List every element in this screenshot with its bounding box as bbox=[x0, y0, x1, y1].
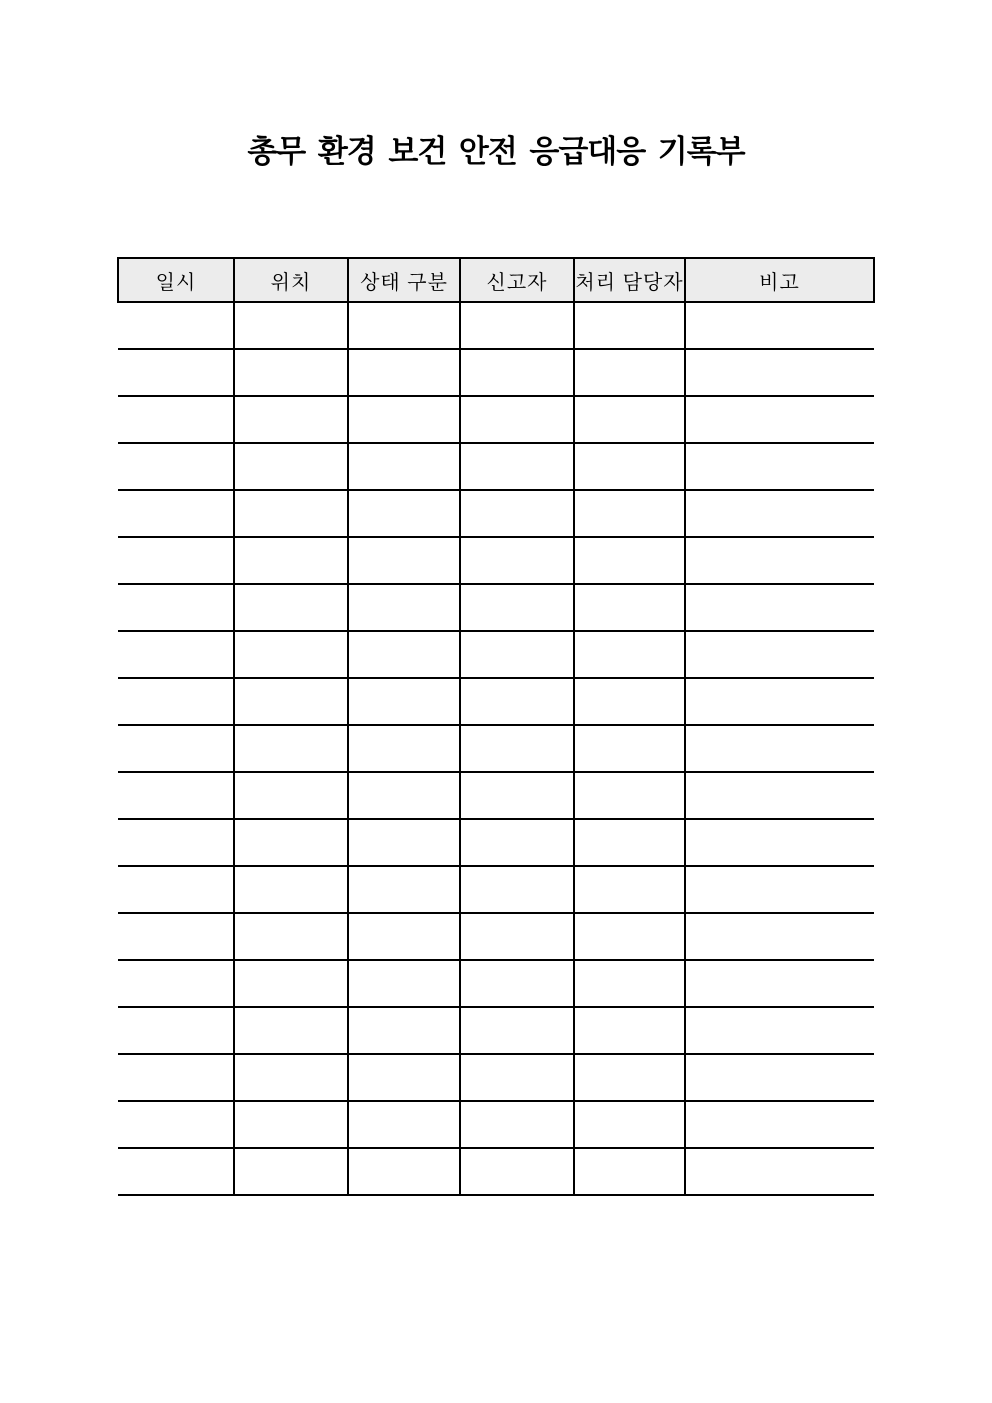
table-cell bbox=[685, 490, 874, 537]
table-cell bbox=[460, 631, 574, 678]
column-header-status-category: 상태 구분 bbox=[348, 258, 460, 302]
table-cell bbox=[348, 819, 460, 866]
table-cell bbox=[234, 443, 348, 490]
table-cell bbox=[574, 725, 685, 772]
table-cell bbox=[574, 443, 685, 490]
table-cell bbox=[234, 349, 348, 396]
table-cell bbox=[685, 772, 874, 819]
table-cell bbox=[685, 913, 874, 960]
table-row bbox=[118, 584, 874, 631]
table-cell bbox=[234, 1054, 348, 1101]
table-cell bbox=[234, 960, 348, 1007]
table-cell bbox=[118, 1148, 234, 1195]
table-cell bbox=[348, 490, 460, 537]
table-cell bbox=[118, 443, 234, 490]
table-cell bbox=[118, 960, 234, 1007]
table-row bbox=[118, 396, 874, 443]
table-cell bbox=[118, 866, 234, 913]
table-row bbox=[118, 1054, 874, 1101]
table-cell bbox=[685, 866, 874, 913]
table-cell bbox=[348, 772, 460, 819]
table-cell bbox=[348, 913, 460, 960]
table-cell bbox=[460, 537, 574, 584]
table-row bbox=[118, 913, 874, 960]
column-header-handler: 처리 담당자 bbox=[574, 258, 685, 302]
table-cell bbox=[348, 443, 460, 490]
table-cell bbox=[234, 631, 348, 678]
table-cell bbox=[685, 443, 874, 490]
table-cell bbox=[460, 1101, 574, 1148]
table-cell bbox=[234, 819, 348, 866]
table-row bbox=[118, 772, 874, 819]
table-cell bbox=[234, 1007, 348, 1054]
table-cell bbox=[118, 1101, 234, 1148]
table-cell bbox=[118, 913, 234, 960]
table-cell bbox=[460, 302, 574, 349]
table-cell bbox=[460, 396, 574, 443]
table-cell bbox=[685, 584, 874, 631]
table-cell bbox=[348, 678, 460, 725]
table-cell bbox=[348, 1054, 460, 1101]
column-header-remarks: 비고 bbox=[685, 258, 874, 302]
table-cell bbox=[685, 1054, 874, 1101]
table-cell bbox=[234, 396, 348, 443]
table-cell bbox=[574, 678, 685, 725]
table-cell bbox=[118, 349, 234, 396]
table-cell bbox=[118, 631, 234, 678]
table-cell bbox=[348, 725, 460, 772]
table-header bbox=[118, 258, 874, 302]
table-cell bbox=[685, 396, 874, 443]
table-cell bbox=[685, 631, 874, 678]
table-cell bbox=[460, 1148, 574, 1195]
table-cell bbox=[685, 1101, 874, 1148]
table-cell bbox=[118, 1007, 234, 1054]
table-cell bbox=[348, 396, 460, 443]
table-cell bbox=[234, 725, 348, 772]
table-cell bbox=[460, 1054, 574, 1101]
table-cell bbox=[234, 490, 348, 537]
table-cell bbox=[685, 960, 874, 1007]
column-header-location: 위치 bbox=[234, 258, 348, 302]
table-cell bbox=[118, 678, 234, 725]
table-cell bbox=[574, 302, 685, 349]
table-cell bbox=[234, 1148, 348, 1195]
table-cell bbox=[685, 725, 874, 772]
table-cell bbox=[460, 349, 574, 396]
table-cell bbox=[685, 1007, 874, 1054]
table-row bbox=[118, 725, 874, 772]
table-cell bbox=[685, 349, 874, 396]
table-row bbox=[118, 1101, 874, 1148]
table-cell bbox=[460, 772, 574, 819]
table-cell bbox=[348, 631, 460, 678]
table-cell bbox=[574, 490, 685, 537]
table-cell bbox=[348, 537, 460, 584]
table-cell bbox=[574, 819, 685, 866]
table-cell bbox=[685, 302, 874, 349]
table-cell bbox=[234, 866, 348, 913]
table-cell bbox=[685, 819, 874, 866]
table-cell bbox=[234, 1101, 348, 1148]
table-cell bbox=[234, 678, 348, 725]
table-row bbox=[118, 960, 874, 1007]
table-row bbox=[118, 678, 874, 725]
table-cell bbox=[348, 1101, 460, 1148]
table-cell bbox=[118, 725, 234, 772]
table-cell bbox=[348, 960, 460, 1007]
table-row bbox=[118, 631, 874, 678]
table-cell bbox=[118, 396, 234, 443]
table-row bbox=[118, 819, 874, 866]
table-cell bbox=[348, 866, 460, 913]
table-cell bbox=[118, 584, 234, 631]
header-row bbox=[118, 258, 874, 302]
table-cell bbox=[234, 537, 348, 584]
table-cell bbox=[574, 1148, 685, 1195]
table-cell bbox=[460, 960, 574, 1007]
table-cell bbox=[234, 772, 348, 819]
record-table bbox=[117, 257, 875, 1196]
table-cell bbox=[574, 913, 685, 960]
table-row bbox=[118, 490, 874, 537]
page-title: 총무 환경 보건 안전 응급대응 기록부 bbox=[247, 134, 745, 169]
table-cell bbox=[118, 819, 234, 866]
table-body bbox=[118, 302, 874, 1195]
table-cell bbox=[574, 1007, 685, 1054]
table-cell bbox=[234, 302, 348, 349]
table-cell bbox=[460, 866, 574, 913]
table-cell bbox=[685, 537, 874, 584]
table-cell bbox=[348, 349, 460, 396]
column-header-reporter: 신고자 bbox=[460, 258, 574, 302]
table-row bbox=[118, 866, 874, 913]
table-row bbox=[118, 1148, 874, 1195]
table-cell bbox=[574, 396, 685, 443]
table-cell bbox=[460, 913, 574, 960]
table-cell bbox=[348, 1148, 460, 1195]
table-cell bbox=[460, 1007, 574, 1054]
table-cell bbox=[574, 772, 685, 819]
table-row bbox=[118, 443, 874, 490]
table-cell bbox=[685, 1148, 874, 1195]
table-row bbox=[118, 537, 874, 584]
table-cell bbox=[574, 349, 685, 396]
table-cell bbox=[118, 537, 234, 584]
table-cell bbox=[574, 866, 685, 913]
table-row bbox=[118, 1007, 874, 1054]
table-cell bbox=[118, 1054, 234, 1101]
table-cell bbox=[460, 490, 574, 537]
table-cell bbox=[574, 631, 685, 678]
table-cell bbox=[460, 443, 574, 490]
column-header-datetime: 일시 bbox=[118, 258, 234, 302]
table-row bbox=[118, 349, 874, 396]
table-cell bbox=[685, 678, 874, 725]
table-cell bbox=[460, 725, 574, 772]
table-cell bbox=[234, 913, 348, 960]
table-cell bbox=[460, 819, 574, 866]
table-cell bbox=[574, 537, 685, 584]
table-row bbox=[118, 302, 874, 349]
table-cell bbox=[460, 584, 574, 631]
table-cell bbox=[348, 584, 460, 631]
table-cell bbox=[118, 772, 234, 819]
table-cell bbox=[460, 678, 574, 725]
table-cell bbox=[574, 584, 685, 631]
table-cell bbox=[118, 302, 234, 349]
table-cell bbox=[118, 490, 234, 537]
table-cell bbox=[234, 584, 348, 631]
table-cell bbox=[348, 1007, 460, 1054]
table-cell bbox=[574, 960, 685, 1007]
table-cell bbox=[574, 1054, 685, 1101]
table-cell bbox=[574, 1101, 685, 1148]
table-cell bbox=[348, 302, 460, 349]
